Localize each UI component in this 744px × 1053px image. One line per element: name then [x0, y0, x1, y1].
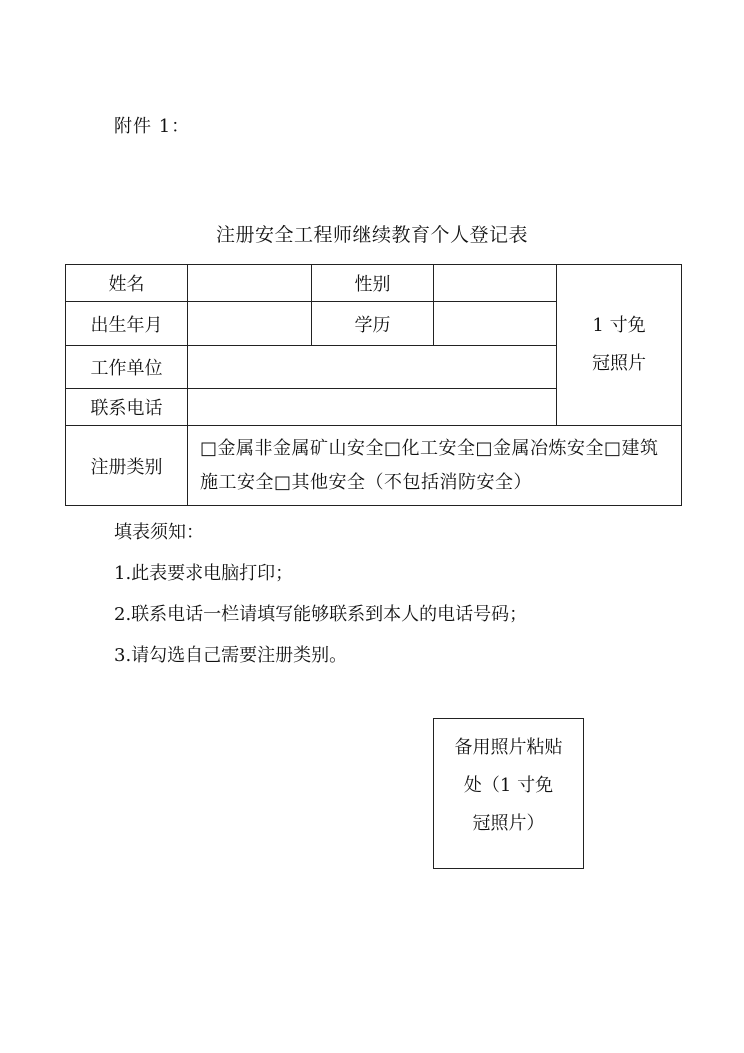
photo-label-line1: 1 寸免 [592, 315, 646, 337]
photo-label-line2: 冠照片 [592, 353, 646, 374]
registration-table [65, 264, 682, 506]
attachment-label: 附件 1： [114, 116, 191, 137]
employer-field[interactable] [188, 346, 557, 389]
category-options[interactable] [188, 426, 682, 506]
form-title: 注册安全工程师继续教育个人登记表 [215, 224, 528, 246]
notes-section [114, 512, 527, 676]
gender-field[interactable] [434, 265, 557, 302]
category-options-line1[interactable]: □金属非金属矿山安全□化工安全□金属冶炼安全□建筑 [200, 437, 659, 459]
education-label: 学历 [312, 302, 434, 346]
category-label: 注册类别 [66, 426, 188, 506]
name-label: 姓名 [66, 265, 188, 302]
note-item: 2.联系电话一栏请填写能够联系到本人的电话号码； [114, 604, 528, 625]
birth-field[interactable] [188, 302, 312, 346]
notes-heading: 填表须知： [114, 522, 204, 543]
photo-placeholder [557, 265, 682, 426]
table-row [66, 426, 682, 506]
note-item: 3.请勾选自己需要注册类别。 [114, 645, 348, 666]
category-options-line2[interactable]: 施工安全□其他安全（不包括消防安全） [200, 471, 533, 493]
phone-label: 联系电话 [66, 389, 188, 426]
education-field[interactable] [434, 302, 557, 346]
gender-label: 性别 [312, 265, 434, 302]
phone-field[interactable] [188, 389, 557, 426]
note-item: 1.此表要求电脑打印； [114, 563, 294, 584]
spare-photo-line3: 冠照片） [472, 813, 545, 834]
spare-photo-line1: 备用照片粘贴 [454, 737, 563, 758]
employer-label: 工作单位 [66, 346, 188, 389]
table-row [66, 265, 682, 302]
spare-photo-box [433, 718, 584, 869]
spare-photo-line2: 处（1 寸免 [463, 775, 554, 796]
birth-label: 出生年月 [66, 302, 188, 346]
name-field[interactable] [188, 265, 312, 302]
